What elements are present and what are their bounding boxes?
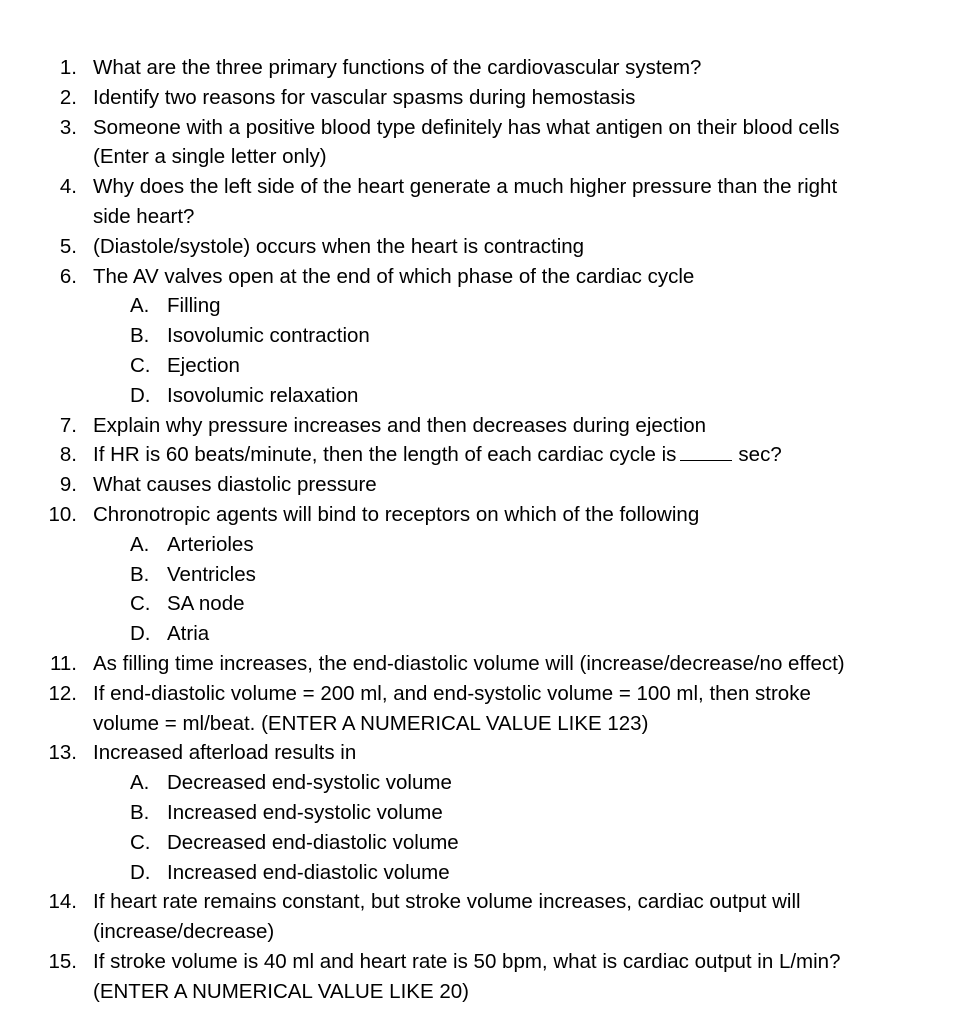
option-text: Decreased end-systolic volume bbox=[167, 771, 452, 795]
question-text bbox=[93, 53, 701, 83]
question-text-content: Increased afterload results in bbox=[93, 741, 357, 765]
question-text bbox=[93, 709, 648, 739]
question-text bbox=[93, 470, 377, 500]
option-text: Ventricles bbox=[167, 562, 256, 586]
question-line bbox=[0, 172, 978, 202]
question-text-content: The AV valves open at the end of which phase of the cardiac cycle bbox=[93, 264, 695, 288]
option-letter: C. bbox=[130, 353, 151, 377]
answer-option bbox=[0, 530, 978, 560]
question-line bbox=[0, 917, 978, 947]
answer-blank bbox=[680, 440, 732, 461]
option-text: Decreased end-diastolic volume bbox=[167, 830, 459, 854]
question-number: 5. bbox=[59, 234, 77, 258]
question-number: 11. bbox=[50, 651, 77, 675]
question-number: 1. bbox=[59, 56, 77, 79]
option-letter: A. bbox=[130, 771, 150, 795]
option-letter: C. bbox=[130, 830, 151, 854]
question-line bbox=[0, 53, 978, 83]
answer-option bbox=[0, 291, 978, 321]
answer-option bbox=[0, 768, 978, 798]
question-number: 12. bbox=[48, 681, 77, 705]
question-number: 6. bbox=[59, 264, 77, 288]
option-letter: D. bbox=[130, 622, 151, 646]
question-number: 2. bbox=[59, 85, 77, 109]
question-number: 8. bbox=[59, 443, 77, 467]
question-text-content: Explain why pressure increases and then decreases during ejection bbox=[93, 413, 707, 437]
question-text bbox=[93, 172, 837, 202]
question-number: 15. bbox=[48, 949, 77, 973]
option-letter: A. bbox=[130, 532, 150, 556]
question-text bbox=[93, 142, 327, 172]
question-text-content: What are the three primary functions of the cardiovascular system? bbox=[93, 56, 702, 79]
question-text bbox=[93, 649, 845, 679]
question-line bbox=[0, 977, 978, 1007]
question-text bbox=[93, 917, 274, 947]
option-letter: B. bbox=[130, 562, 150, 586]
question-text-content: (increase/decrease) bbox=[93, 920, 275, 944]
question-line bbox=[0, 440, 978, 470]
answer-option bbox=[0, 828, 978, 858]
question-line bbox=[0, 83, 978, 113]
question-number: 3. bbox=[59, 115, 77, 139]
option-letter: D. bbox=[130, 383, 151, 407]
option-text: Arterioles bbox=[167, 532, 254, 556]
question-list bbox=[0, 53, 978, 1007]
question-text-content: As filling time increases, the end-diastolic volume will (increase/decrease/no effect) bbox=[93, 651, 845, 675]
question-text bbox=[93, 679, 811, 709]
question-line bbox=[0, 947, 978, 977]
question-text-content: If heart rate remains constant, but stroke volume increases, cardiac output will bbox=[93, 890, 801, 914]
option-letter: B. bbox=[130, 800, 150, 824]
question-text-content: What causes diastolic pressure bbox=[93, 473, 377, 497]
option-text: Increased end-systolic volume bbox=[167, 800, 443, 824]
option-text: Increased end-diastolic volume bbox=[167, 860, 450, 884]
question-text bbox=[93, 500, 699, 530]
answer-option bbox=[0, 560, 978, 590]
question-text-content: Chronotropic agents will bind to receptors on which of the following bbox=[93, 502, 700, 526]
question-text-content: If stroke volume is 40 ml and heart rate is 50 bpm, what is cardiac output in L/min? bbox=[93, 949, 841, 973]
question-text bbox=[93, 440, 782, 470]
option-letter: D. bbox=[130, 860, 151, 884]
option-letter: A. bbox=[130, 294, 150, 318]
question-line bbox=[0, 500, 978, 530]
question-suffix: sec? bbox=[738, 443, 782, 467]
answer-option bbox=[0, 321, 978, 351]
question-number: 10. bbox=[48, 502, 77, 526]
question-line bbox=[0, 113, 978, 143]
answer-option bbox=[0, 589, 978, 619]
option-letter: B. bbox=[130, 324, 150, 348]
question-text-content: (ENTER A NUMERICAL VALUE LIKE 20) bbox=[93, 979, 469, 1003]
answer-option bbox=[0, 858, 978, 888]
question-text-content: Identify two reasons for vascular spasms during hemostasis bbox=[93, 85, 636, 109]
option-text: Filling bbox=[167, 294, 221, 318]
answer-option bbox=[0, 381, 978, 411]
question-line bbox=[0, 262, 978, 292]
question-text-content: Why does the left side of the heart generate a much higher pressure than the right bbox=[93, 175, 838, 199]
option-letter: C. bbox=[130, 592, 151, 616]
question-text-content: (Enter a single letter only) bbox=[93, 145, 327, 169]
question-text bbox=[93, 887, 801, 917]
question-line bbox=[0, 202, 978, 232]
question-number: 4. bbox=[59, 175, 77, 199]
question-text-content: If HR is 60 beats/minute, then the length of each cardiac cycle is bbox=[93, 443, 677, 467]
question-line bbox=[0, 738, 978, 768]
answer-option bbox=[0, 619, 978, 649]
question-line bbox=[0, 470, 978, 500]
question-line bbox=[0, 232, 978, 262]
option-text: Atria bbox=[167, 622, 210, 646]
question-text bbox=[93, 738, 356, 768]
option-text: Isovolumic contraction bbox=[167, 324, 370, 348]
question-text bbox=[93, 411, 706, 441]
question-text-content: volume = ml/beat. (ENTER A NUMERICAL VALUE LIKE 123) bbox=[93, 711, 649, 735]
option-text: SA node bbox=[167, 592, 245, 616]
question-line bbox=[0, 649, 978, 679]
question-text bbox=[93, 202, 194, 232]
question-text bbox=[93, 262, 694, 292]
question-text bbox=[93, 83, 635, 113]
question-text-content: If end-diastolic volume = 200 ml, and end-systolic volume = 100 ml, then stroke bbox=[93, 681, 811, 705]
question-line bbox=[0, 679, 978, 709]
question-number: 7. bbox=[59, 413, 77, 437]
question-text bbox=[93, 977, 469, 1007]
question-line bbox=[0, 709, 978, 739]
question-number: 14. bbox=[48, 890, 77, 914]
question-text bbox=[93, 947, 840, 977]
question-number: 13. bbox=[48, 741, 77, 765]
question-line bbox=[0, 142, 978, 172]
question-line bbox=[0, 887, 978, 917]
question-text-content: side heart? bbox=[93, 204, 195, 228]
answer-option bbox=[0, 351, 978, 381]
option-text: Isovolumic relaxation bbox=[167, 383, 359, 407]
question-text bbox=[93, 113, 839, 143]
question-text-content: (Diastole/systole) occurs when the heart is contracting bbox=[93, 234, 585, 258]
answer-option bbox=[0, 798, 978, 828]
option-text: Ejection bbox=[167, 353, 240, 377]
question-text-content: Someone with a positive blood type definitely has what antigen on their blood cells bbox=[93, 115, 840, 139]
question-line bbox=[0, 411, 978, 441]
question-text bbox=[93, 232, 584, 262]
question-number: 9. bbox=[59, 473, 77, 497]
